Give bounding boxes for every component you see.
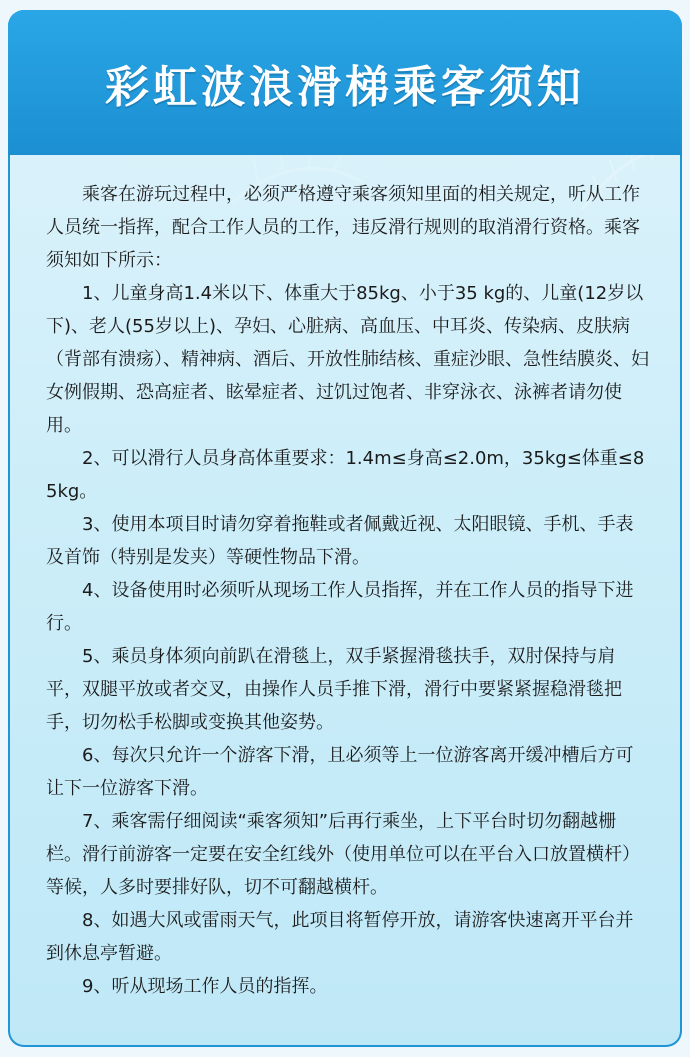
- rule-item: 1、儿童身高1.4米以下、体重大于85kg、小于35 kg的、儿童(12岁以下)、老人(55岁以上)、孕妇、心脏病、高血压、中耳炎、传染病、皮肤病（背部有溃疡）、精神病、酒后、开放性肺结核、重症沙眼、急性结膜炎、妇女例假期、恐高症者、眩晕症者、过饥过饱者、非穿泳衣、泳裤者请勿使用。: [46, 283, 649, 436]
- header-banner: [8, 10, 682, 155]
- rule-item: 5、乘员身体须向前趴在滑毯上，双手紧握滑毯扶手，双肘保持与肩平，双腿平放或者交叉，由操作人员手推下滑，滑行中要紧紧握稳滑毯把手，切勿松手松脚或变换其他姿势。: [46, 646, 622, 733]
- rule-item: 6、每次只允许一个游客下滑，且必须等上一位游客离开缓冲槽后方可让下一位游客下滑。: [46, 745, 634, 799]
- rule-item: 2、可以滑行人员身高体重要求：1.4m≤身高≤2.0m，35kg≤体重≤85kg。: [46, 448, 645, 502]
- page-title: 彩虹波浪滑梯乘客须知: [105, 61, 585, 113]
- notice-board: [8, 10, 682, 1047]
- notice-content: [46, 178, 650, 1003]
- rule-item: 8、如遇大风或雷雨天气，此项目将暂停开放，请游客快速离开平台并到休息亭暂避。: [46, 910, 634, 964]
- rule-item: 4、设备使用时必须听从现场工作人员指挥，并在工作人员的指导下进行。: [46, 580, 634, 634]
- rule-item: 9、听从现场工作人员的指挥。: [82, 976, 328, 997]
- rule-item: 3、使用本项目时请勿穿着拖鞋或者佩戴近视、太阳眼镜、手机、手表及首饰（特别是发夹）等硬性物品下滑。: [46, 514, 634, 568]
- intro-paragraph: 乘客在游玩过程中，必须严格遵守乘客须知里面的相关规定，听从工作人员统一指挥，配合工作人员的工作，违反滑行规则的取消滑行资格。乘客须知如下所示：: [46, 184, 640, 271]
- rule-item: 7、乘客需仔细阅读“乘客须知”后再行乘坐，上下平台时切勿翻越栅栏。滑行前游客一定要在安全红线外（使用单位可以在平台入口放置横杆）等候，人多时要排好队，切不可翻越横杆。: [46, 811, 640, 898]
